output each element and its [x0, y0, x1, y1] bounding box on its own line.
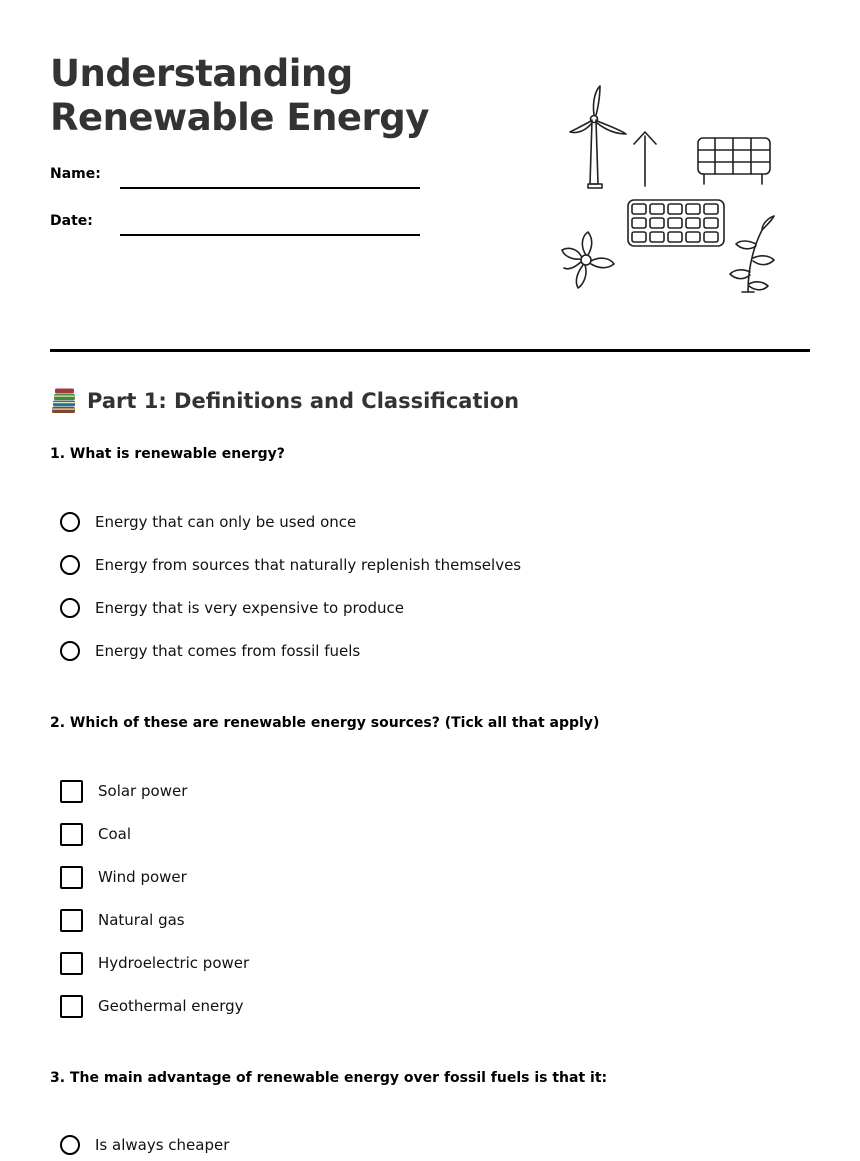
name-field[interactable]: [120, 187, 420, 189]
option-label: Energy from sources that naturally replenish themselves: [95, 556, 522, 574]
option-label: Geothermal energy: [98, 997, 244, 1015]
date-label: Date:: [50, 213, 93, 229]
q2-option-1[interactable]: [60, 778, 187, 804]
checkbox[interactable]: [60, 823, 83, 846]
q1-option-4[interactable]: [60, 638, 360, 664]
q2-option-2[interactable]: [60, 821, 131, 847]
part1-heading: [50, 388, 519, 414]
radio-button[interactable]: [60, 555, 80, 575]
name-label: Name:: [50, 166, 101, 182]
checkbox[interactable]: [60, 995, 83, 1018]
solar-panel-icon: [698, 138, 770, 184]
checkbox[interactable]: [60, 909, 83, 932]
option-label: Is always cheaper: [95, 1136, 230, 1154]
checkbox[interactable]: [60, 866, 83, 889]
title-line-2: Renewable Energy: [50, 96, 429, 139]
leaf-plant-icon: [730, 216, 774, 292]
option-label: Hydroelectric power: [98, 954, 250, 972]
radio-button[interactable]: [60, 1135, 80, 1155]
option-label: Wind power: [98, 868, 187, 886]
pinwheel-icon: [562, 232, 614, 288]
section-divider: [50, 349, 810, 352]
date-field[interactable]: [120, 234, 420, 236]
arrow-up-icon: [634, 132, 656, 186]
q2-option-6[interactable]: [60, 993, 244, 1019]
books-icon: [50, 388, 77, 414]
option-label: Energy that can only be used once: [95, 513, 357, 531]
option-label: Energy that is very expensive to produce: [95, 599, 405, 617]
question-1: 1. What is renewable energy?: [50, 446, 285, 462]
question-2: 2. Which of these are renewable energy sources? (Tick all that apply): [50, 715, 600, 731]
q2-option-4[interactable]: [60, 907, 185, 933]
q2-option-5[interactable]: [60, 950, 249, 976]
q1-option-2[interactable]: [60, 552, 521, 578]
checkbox[interactable]: [60, 952, 83, 975]
wind-turbine-icon: [570, 86, 626, 188]
option-label: Energy that comes from fossil fuels: [95, 642, 361, 660]
radio-button[interactable]: [60, 512, 80, 532]
radio-button[interactable]: [60, 598, 80, 618]
solar-panel-large-icon: [628, 200, 724, 246]
worksheet-title: [50, 52, 429, 140]
question-3: 3. The main advantage of renewable energy over fossil fuels is that it:: [50, 1070, 608, 1086]
title-line-1: Understanding: [50, 52, 353, 95]
option-label: Natural gas: [98, 911, 185, 929]
q1-option-1[interactable]: [60, 509, 356, 535]
q2-option-3[interactable]: [60, 864, 187, 890]
q3-option-1[interactable]: [60, 1132, 229, 1158]
option-label: Solar power: [98, 782, 188, 800]
renewable-energy-illustration: [552, 80, 784, 300]
part1-heading-text: Part 1: Definitions and Classification: [87, 389, 520, 413]
checkbox[interactable]: [60, 780, 83, 803]
radio-button[interactable]: [60, 641, 80, 661]
q1-option-3[interactable]: [60, 595, 404, 621]
option-label: Coal: [98, 825, 132, 843]
